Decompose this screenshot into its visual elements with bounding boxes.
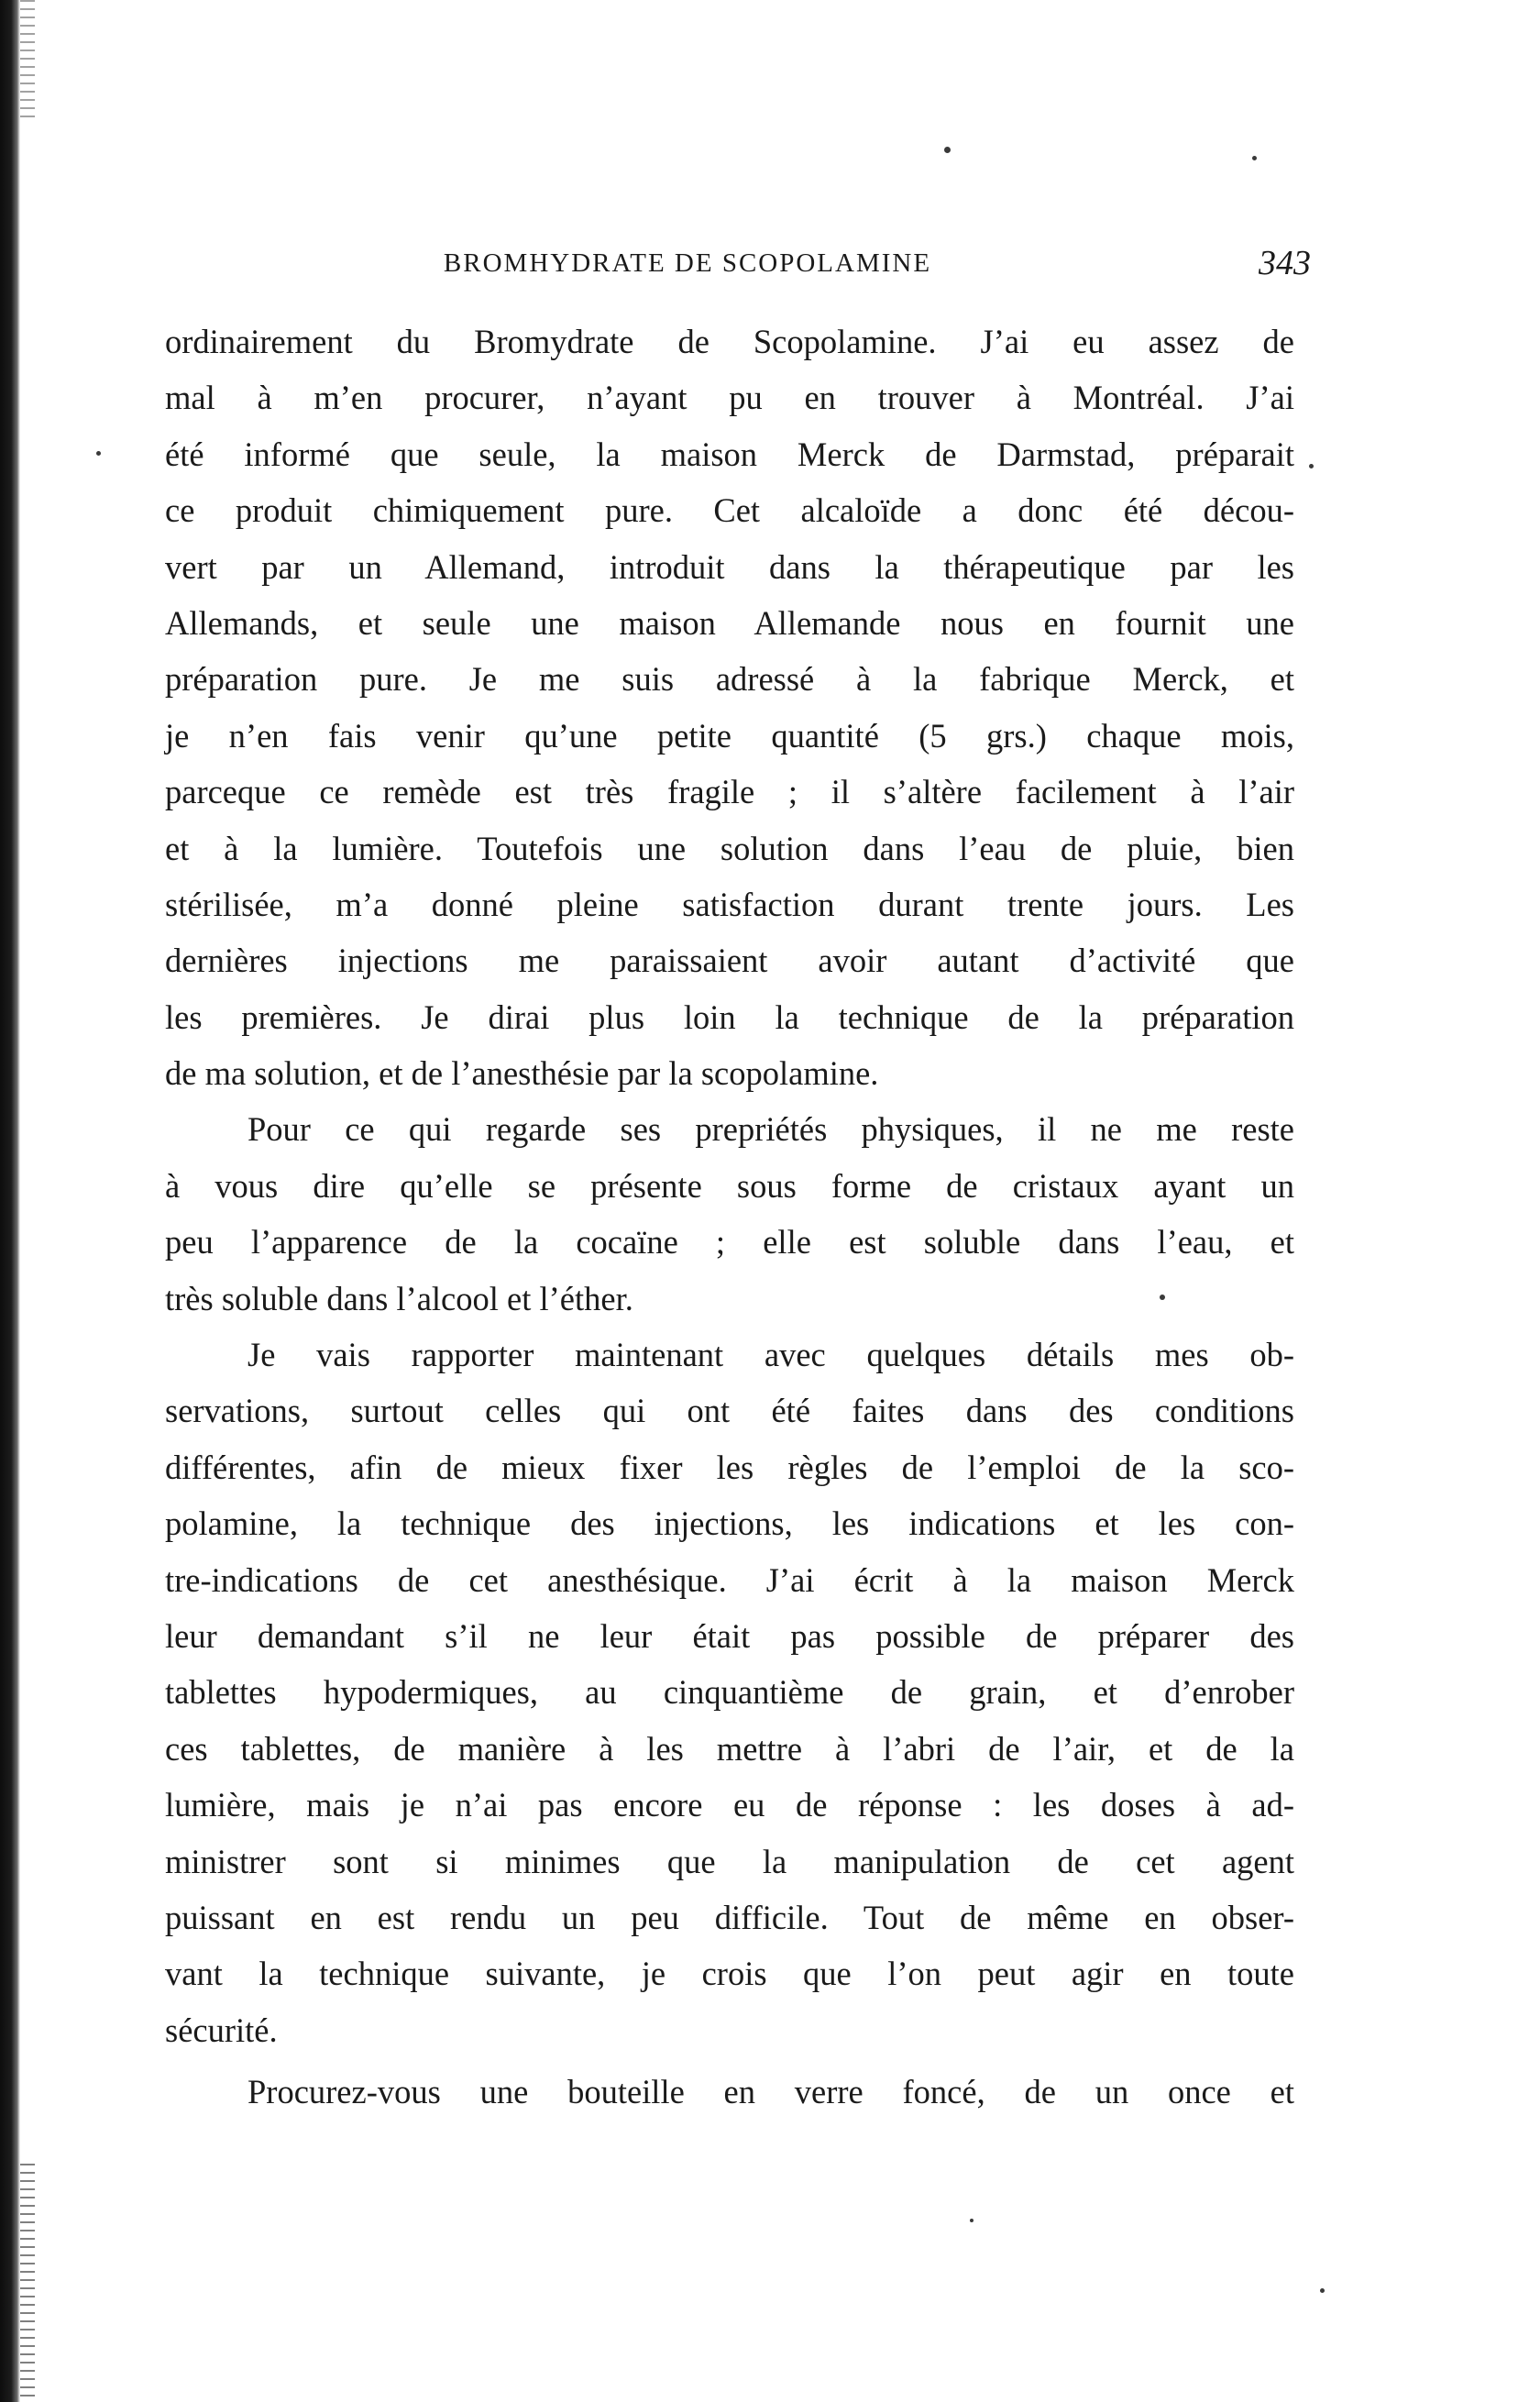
body-text [165,314,1294,2121]
text-line: de ma solution, et de l’anesthésie par la scopolamine. [165,1054,879,1093]
ink-speck [1320,2288,1325,2293]
text-line: à vous dire qu’elle se présente sous forme de cristaux ayant un [165,1166,1294,1205]
binding-edge [0,0,20,2402]
text-line: les premières. Je dirai plus loin la technique de la préparation [165,997,1294,1036]
text-line: Procurez-vous une bouteille en verre foncé, de un once et [248,2073,1294,2111]
text-line: et à la lumière. Toutefois une solution dans l’eau de pluie, bien [165,829,1294,867]
page-number: 343 [1259,244,1311,282]
running-head [174,240,1311,286]
text-line: sécurité. [165,2011,278,2049]
text-line: vant la technique suivante, je crois que l’on peut agir en toute [165,1955,1294,1993]
text-line: stérilisée, m’a donné pleine satisfaction durant trente jours. Les [165,885,1294,923]
text-line: parceque ce remède est très fragile ; il s’altère facilement à l’air [165,773,1294,811]
text-line: lumière, mais je n’ai pas encore eu de réponse : les doses à ad- [165,1786,1294,1824]
text-line: très soluble dans l’alcool et l’éther. [165,1279,633,1317]
running-title: BROMHYDRATE DE SCOPOLAMINE [443,248,932,278]
binding-speckle-top [20,0,35,119]
text-line: dernières injections me paraissaient avoir autant d’activité que [165,942,1294,980]
text-line: tre-indications de cet anesthésique. J’ai écrit à la maison Merck [165,1560,1294,1599]
text-line: puissant en est rendu un peu difficile. Tout de même en obser- [165,1898,1294,1936]
ink-speck [96,451,101,456]
text-line: leur demandant s’il ne leur était pas possible de préparer des [165,1616,1294,1655]
text-line: ministrer sont si minimes que la manipulation de cet agent [165,1842,1294,1880]
text-line: différentes, afin de mieux fixer les règles de l’emploi de la sco- [165,1448,1294,1486]
text-line: Allemands, et seule une maison Allemande nous en fournit une [165,603,1294,642]
text-line: Je vais rapporter maintenant avec quelques détails mes ob- [248,1336,1294,1374]
text-line: tablettes hypodermiques, au cinquantième de grain, et d’enrober [165,1673,1294,1712]
text-line: été informé que seule, la maison Merck de Darmstad, préparait [165,435,1294,473]
text-line: ces tablettes, de manière à les mettre à l’abri de l’air, et de la [165,1729,1294,1768]
text-line: servations, surtout celles qui ont été faites dans des conditions [165,1392,1294,1430]
text-line: polamine, la technique des injections, les indications et les con- [165,1504,1294,1543]
text-line: vert par un Allemand, introduit dans la thérapeutique par les [165,547,1294,586]
text-line: mal à m’en procurer, n’ayant pu en trouver à Montréal. J’ai [165,379,1294,417]
ink-speck [970,2219,974,2222]
text-line: peu l’apparence de la cocaïne ; elle est soluble dans l’eau, et [165,1223,1294,1262]
text-line: je n’en fais venir qu’une petite quantité (5 grs.) chaque mois, [165,716,1294,755]
text-line: Pour ce qui regarde ses prepriétés physiques, il ne me reste [248,1110,1294,1149]
text-line: ordinairement du Bromydrate de Scopolamine. J’ai eu assez de [165,323,1294,360]
ink-speck [944,147,951,153]
text-line: ce produit chimiquement pure. Cet alcaloïde a donc été décou- [165,491,1294,530]
ink-speck [1309,464,1314,468]
binding-speckle-bottom [20,2164,35,2402]
ink-speck [1252,156,1257,160]
text-line: préparation pure. Je me suis adressé à la fabrique Merck, et [165,660,1294,699]
